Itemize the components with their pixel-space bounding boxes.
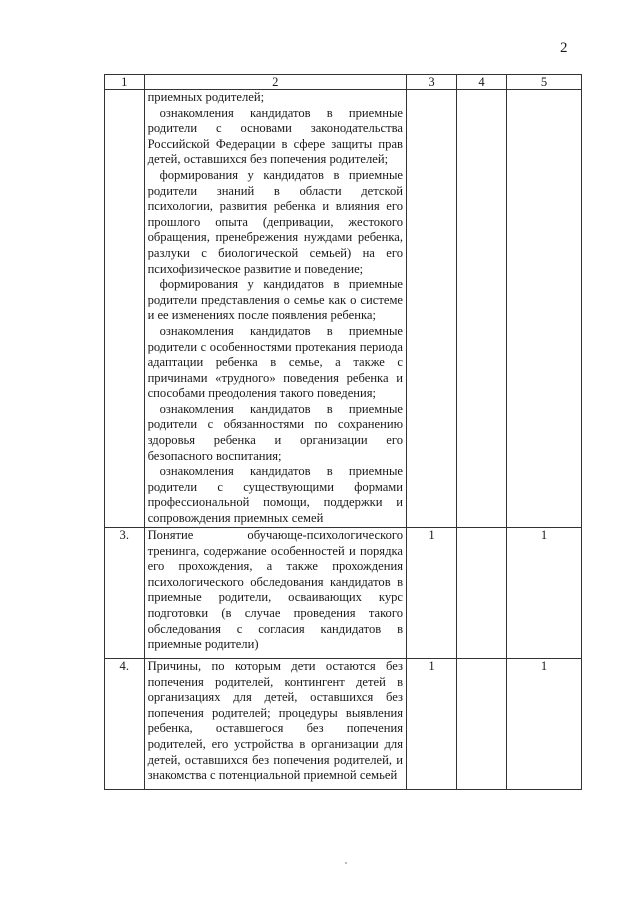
scan-speck [345,862,347,864]
topic-cell [144,528,406,659]
topic-paragraph: формирования у кандидатов в приемные родители представления о семье как о системе и ее изменениях после появления ребенка; [147,277,404,323]
topic-paragraph: ознакомления кандидатов в приемные родители с особенностями протекания периода адаптации ребенка в семье, а также с причинами «трудного» поведения ребенка и способами преодоления такого поведения; [147,323,404,401]
hours-practice-cell: 1 [506,659,581,790]
topic-paragraph: приемных родителей; [147,90,265,104]
topic-paragraph: Понятие обучающе-психологического тренинга, содержание особенностей и порядка его прохождения, а также прохождения психологического обследования кандидатов в приемные родители, осваивающих курс подготовки (в случае проведения такого обследования с согласия кандидатов в приемные родители) [147,528,404,652]
hours-total-cell [407,90,457,528]
header-cell: 3 [407,75,457,90]
hours-lecture-cell [457,90,507,528]
topic-cell [144,90,406,528]
curriculum-table [104,74,582,790]
row-number: 4. [105,659,145,790]
table-header-row [105,75,582,90]
table-row [105,659,582,790]
hours-total-cell: 1 [407,659,457,790]
hours-lecture-cell [457,528,507,659]
table-row [105,528,582,659]
hours-practice-cell [506,90,581,528]
topic-paragraph: ознакомления кандидатов в приемные родители с существующими формами профессиональной помощи, поддержки и сопровождения приемных семей [147,464,404,526]
hours-total-cell: 1 [407,528,457,659]
hours-practice-cell: 1 [506,528,581,659]
header-cell: 5 [506,75,581,90]
page-number: 2 [560,40,568,56]
row-number [105,90,145,528]
topic-paragraph: Причины, по которым дети остаются без попечения родителей, контингент детей в организациях для детей, оставшихся без попечения родителей; процедуры выявления ребенка, оставшегося без попечения родителей, его устройства в организации для детей, оставшихся без попечения родителей, и знакомства с потенциальной приемной семьей [147,659,404,783]
table-row [105,90,582,528]
hours-lecture-cell [457,659,507,790]
topic-paragraph: формирования у кандидатов в приемные родители знаний в области детской психологии, развития ребенка и влияния его прошлого опыта (депривации, жестокого обращения, пренебрежения нуждами ребенка, разлуки с биологической семьей) на его психофизическое развитие и поведение; [147,167,404,276]
topic-paragraph: ознакомления кандидатов в приемные родители с основами законодательства Российской Федерации в сфере защиты прав детей, оставшихся без попечения родителей; [147,105,404,167]
header-cell: 2 [144,75,406,90]
topic-paragraph: ознакомления кандидатов в приемные родители с обязанностями по сохранению здоровья ребенка и организации его безопасного воспитания; [147,401,404,463]
header-cell: 1 [105,75,145,90]
row-number: 3. [105,528,145,659]
header-cell: 4 [457,75,507,90]
topic-cell [144,659,406,790]
